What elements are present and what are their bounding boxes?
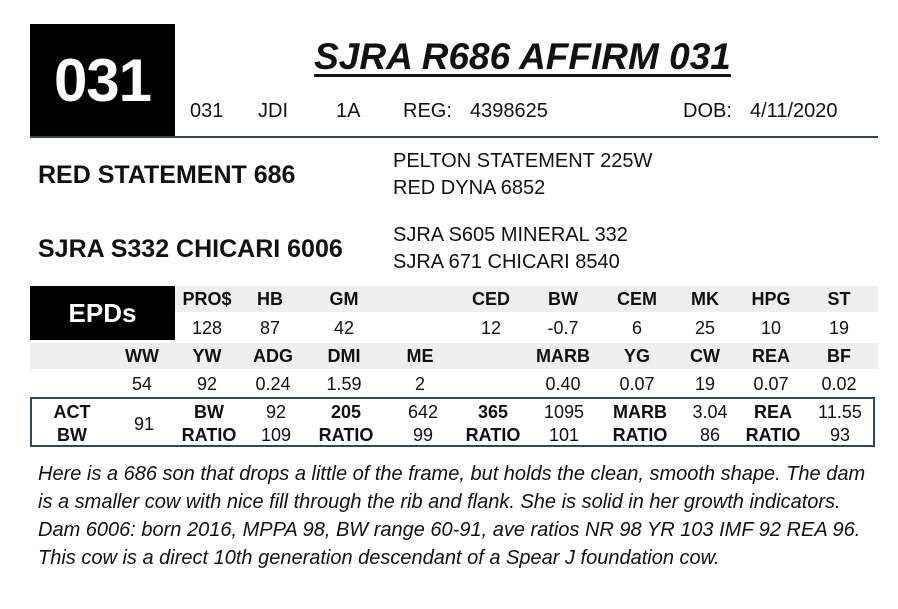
tag-number: 031 xyxy=(190,100,224,122)
epd-row1-value: 42 xyxy=(333,318,355,338)
epd-row2-header: REA xyxy=(751,346,791,366)
dam-name: SJRA S332 CHICARI 6006 xyxy=(38,235,343,263)
epd-row1-value: 25 xyxy=(694,318,716,338)
rea-ratio: 93 xyxy=(829,425,851,445)
epd-row2-value: 19 xyxy=(694,374,716,394)
epd-row2-header: ME xyxy=(406,346,434,366)
epd-row2-value: 2 xyxy=(414,374,426,394)
rea-label2: RATIO xyxy=(745,425,801,445)
reg-number: 4398625 xyxy=(470,100,548,122)
epd-label: EPDs xyxy=(30,286,175,340)
sale-comment: Here is a 686 son that drops a little of the frame, but holds the clean, smooth shape. The dam is a smaller cow with nice fill through the rib and flank. She is solid in her growth indicators. Dam 6006: born 2016, MPPA 98, BW range 60-91, ave ratios NR 98 YR 103 IMF 92 REA 96. This cow is a direct 10th generation descendant of a Spear J foundation cow. xyxy=(38,463,866,569)
epd-row1-value: 19 xyxy=(828,318,850,338)
header-divider xyxy=(30,136,878,138)
bw-value: 92 xyxy=(265,402,287,422)
epd-row1-header: CED xyxy=(471,289,511,309)
epd-row1-value: 128 xyxy=(191,318,223,338)
bw-ratio-label2: RATIO xyxy=(181,425,237,445)
epd-row1-header: MK xyxy=(691,289,719,309)
epd-row2-value: 1.59 xyxy=(326,374,362,394)
dam-dam: SJRA 671 CHICARI 8540 xyxy=(393,251,620,273)
d205-ratio: 99 xyxy=(412,425,434,445)
d365-label2: RATIO xyxy=(465,425,521,445)
d205-value: 642 xyxy=(407,402,439,422)
epd-row1-value: 12 xyxy=(480,318,502,338)
epd-row1-header: GM xyxy=(329,289,359,309)
bw-ratio: 109 xyxy=(260,425,292,445)
dob-value: 4/11/2020 xyxy=(750,100,838,122)
rea-value: 11.55 xyxy=(818,402,862,422)
d365-value: 1095 xyxy=(543,402,585,422)
bw-ratio-label1: BW xyxy=(194,402,224,422)
epd-row2-header: DMI xyxy=(327,346,361,366)
epd-row2-value: 0.07 xyxy=(619,374,655,394)
tattoo-prefix: JDI xyxy=(258,100,288,122)
epd-row1-header: PRO$ xyxy=(182,289,232,309)
d365-label1: 365 xyxy=(477,402,509,422)
act-bw-label2: BW xyxy=(57,425,87,445)
marb-ratio: 86 xyxy=(699,425,721,445)
epd-row1-header: CEM xyxy=(617,289,657,309)
epd-row2-header: WW xyxy=(125,346,159,366)
epd-row2-value: 0.24 xyxy=(255,374,291,394)
d365-ratio: 101 xyxy=(548,425,580,445)
epd-row1-header: BW xyxy=(548,289,578,309)
epd-row2-header: YW xyxy=(192,346,222,366)
reg-label: REG: xyxy=(403,100,452,122)
marb-label1: MARB xyxy=(613,402,667,422)
act-bw-value: 91 xyxy=(133,414,155,434)
epd-row1-value: 6 xyxy=(631,318,643,338)
marb-label2: RATIO xyxy=(612,425,668,445)
d205-label2: RATIO xyxy=(318,425,374,445)
d205-label1: 205 xyxy=(330,402,362,422)
epd-row2-header: MARB xyxy=(536,346,590,366)
epd-row2-header: YG xyxy=(623,346,651,366)
epd-row2-value: 92 xyxy=(196,374,218,394)
epd-row1-header: ST xyxy=(827,289,851,309)
grade: 1A xyxy=(336,100,361,122)
epd-row2-header: ADG xyxy=(253,346,293,366)
actuals-box xyxy=(30,397,875,447)
epd-row1-header: HPG xyxy=(751,289,791,309)
sire-sire: PELTON STATEMENT 225W xyxy=(393,150,653,172)
epd-row1-header: HB xyxy=(257,289,283,309)
epd-row1-value: -0.7 xyxy=(547,318,579,338)
epd-row1-value: 10 xyxy=(760,318,782,338)
act-bw-label1: ACT xyxy=(53,402,91,422)
epd-row2-value: 0.40 xyxy=(545,374,581,394)
animal-name-title: SJRA R686 AFFIRM 031 xyxy=(314,36,731,77)
marb-value: 3.04 xyxy=(692,402,728,422)
epd-row2-value: 0.02 xyxy=(821,374,857,394)
epd-row2-header: CW xyxy=(690,346,720,366)
epd-row2-value: 0.07 xyxy=(753,374,789,394)
dob-label: DOB: xyxy=(683,100,732,122)
sire-name: RED STATEMENT 686 xyxy=(38,161,296,189)
epd-row2-header: BF xyxy=(827,346,851,366)
lot-number: 031 xyxy=(30,24,175,136)
epd-row1-value: 87 xyxy=(259,318,281,338)
dam-sire: SJRA S605 MINERAL 332 xyxy=(393,224,628,246)
rea-label1: REA xyxy=(753,402,793,422)
sire-dam: RED DYNA 6852 xyxy=(393,177,546,199)
epd-row2-value: 54 xyxy=(131,374,153,394)
